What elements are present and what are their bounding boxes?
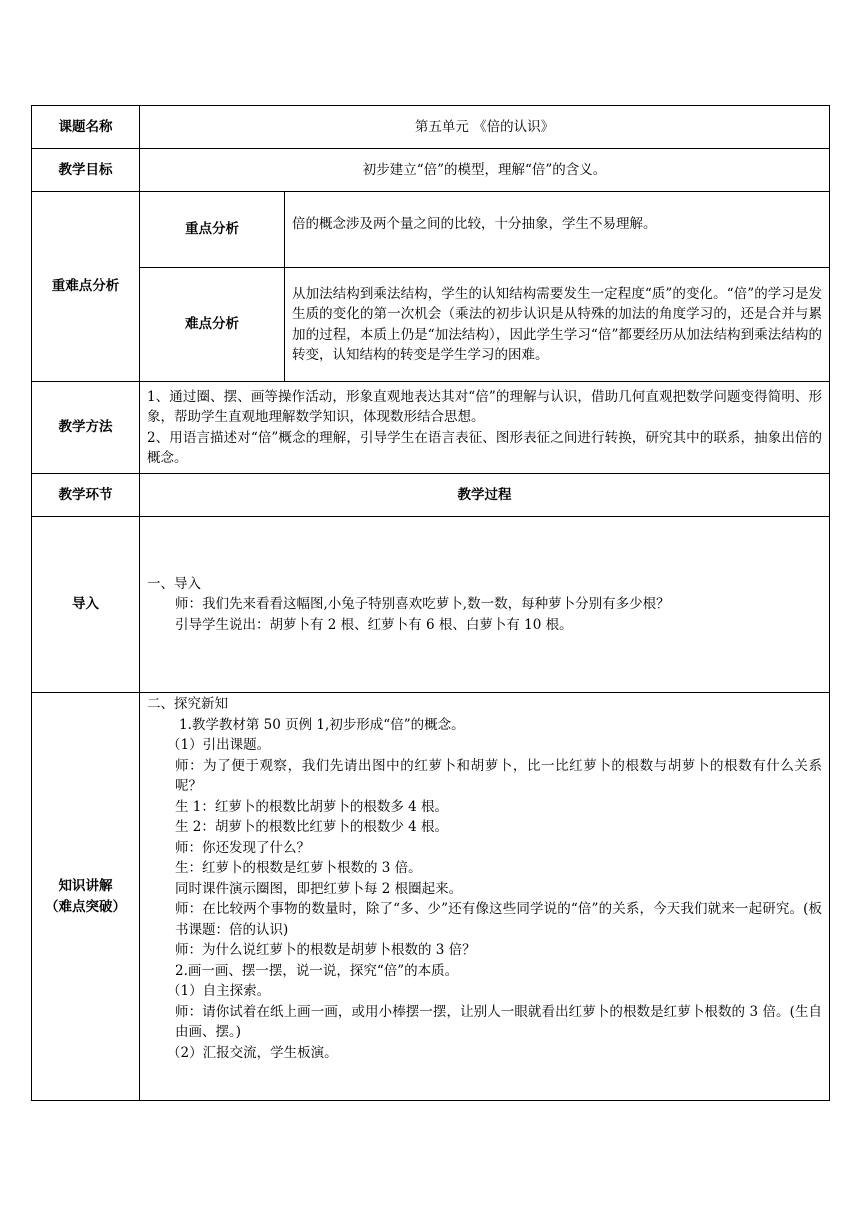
- knowledge-line-7: 师：你还发现了什么？: [175, 839, 310, 856]
- method-line-1: 1、通过圈、摆、画等操作活动，形象直观地表达其对“倍”的理解与认识，借助几何直观把数学问题变得简明、形象，帮助学生直观地理解数学知识，体现数形结合思想。: [147, 388, 823, 425]
- row-goal: [32, 149, 830, 192]
- knowledge-line-6: 生 2：胡萝卜的根数比红萝卜的根数少 4 根。: [175, 819, 449, 835]
- intro-content: [140, 517, 830, 693]
- row-process-header: [32, 474, 830, 517]
- difficult-analysis-label: 难点分析: [140, 268, 285, 382]
- knowledge-line-2: 1.教学教材第 50 页例 1,初步形成“倍”的概念。: [179, 716, 465, 733]
- key-analysis-label: 重点分析: [140, 192, 285, 268]
- knowledge-line-1: 二、探究新知: [147, 696, 228, 712]
- method-content: [140, 382, 830, 474]
- row-key-analysis: [32, 192, 830, 268]
- intro-line-1: 一、导入: [147, 575, 201, 592]
- analysis-label: 重难点分析: [32, 192, 140, 382]
- intro-label: 导入: [32, 517, 140, 693]
- knowledge-label-sub: （难点突破）: [45, 898, 126, 915]
- knowledge-line-9: 同时课件演示圈图，即把红萝卜每 2 根圈起来。: [175, 880, 463, 897]
- knowledge-line-8: 生：红萝卜的根数是红萝卜根数的 3 倍。: [175, 860, 422, 876]
- intro-line-2: 师：我们先来看看这幅图,小兔子特别喜欢吃萝卜,数一数，每种萝卜分别有多少根？: [175, 596, 670, 613]
- knowledge-content: [140, 693, 830, 1101]
- row-method: [32, 382, 830, 474]
- knowledge-line-13: （1）自主探索。: [167, 983, 271, 999]
- process-stage-label: 教学环节: [32, 474, 140, 517]
- goal-label: 教学目标: [32, 149, 140, 192]
- goal-value: 初步建立“倍”的模型，理解“倍”的含义。: [140, 149, 830, 192]
- method-label: 教学方法: [32, 382, 140, 474]
- key-analysis-text: 倍的概念涉及两个量之间的比较，十分抽象，学生不易理解。: [285, 192, 830, 268]
- method-line-2: 2、用语言描述对“倍”概念的理解，引导学生在语言表征、图形表征之间进行转换，研究其中的联系，抽象出倍的概念。: [147, 429, 823, 466]
- knowledge-line-15: （2）汇报交流，学生板演。: [167, 1044, 338, 1061]
- row-difficult-analysis: [32, 268, 830, 382]
- row-topic: [32, 106, 830, 149]
- topic-value: 第五单元 《倍的认识》: [140, 106, 830, 149]
- knowledge-line-12: 2.画一画、摆一摆，说一说，探究“倍”的本质。: [175, 962, 459, 979]
- knowledge-line-10: 师：在比较两个事物的数量时，除了“多、少”还有像这些同学说的“倍”的关系，今天我们就来一起研究。(板书课题：倍的认识): [175, 901, 823, 938]
- knowledge-label: [32, 693, 140, 1101]
- topic-label: 课题名称: [32, 106, 140, 149]
- lesson-plan-table: [31, 105, 830, 1101]
- knowledge-line-14: 师：请你试着在纸上画一画，或用小棒摆一摆，让别人一眼就看出红萝卜的根数是红萝卜根数的 3 倍。(生自由画、摆。): [175, 1003, 823, 1040]
- knowledge-label-main: 知识讲解: [58, 878, 113, 894]
- row-knowledge: [32, 693, 830, 1101]
- knowledge-line-3: （1）引出课题。: [167, 737, 271, 753]
- difficult-analysis-text: 从加法结构到乘法结构，学生的认知结构需要发生一定程度“质”的变化。“倍”的学习是发生质的变化的第一次机会（乘法的初步认识是从特殊的加法的角度学习的，还是合并与累加的过程，本质上仍是“加法结构），因此学生学习“倍”都要经历从加法结构到乘法结构的转变，认知结构的转变是学生学习的困难。: [285, 268, 830, 382]
- knowledge-line-4: 师：为了便于观察，我们先请出图中的红萝卜和胡萝卜，比一比红萝卜的根数与胡萝卜的根数有什么关系呢？: [175, 757, 823, 794]
- row-intro: [32, 517, 830, 693]
- knowledge-line-11: 师：为什么说红萝卜的根数是胡萝卜根数的 3 倍？: [175, 942, 476, 958]
- knowledge-line-5: 生 1：红萝卜的根数比胡萝卜的根数多 4 根。: [175, 798, 449, 815]
- process-title: 教学过程: [140, 474, 830, 517]
- intro-line-3: 引导学生说出：胡萝卜有 2 根、红萝卜有 6 根、白萝卜有 10 根。: [175, 616, 573, 633]
